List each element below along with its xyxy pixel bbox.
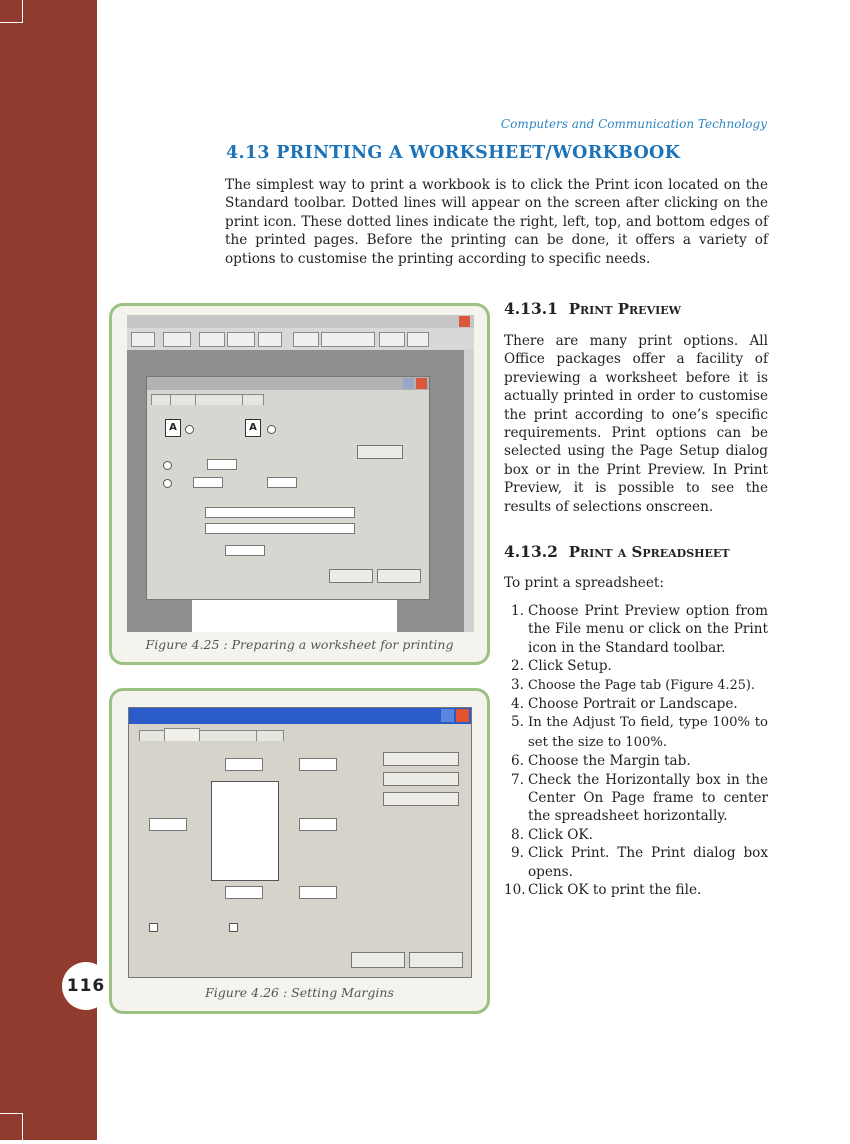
subsection-heading: [504, 299, 681, 318]
radio-icon: [267, 425, 276, 434]
list-item: 10. Click OK to print the file.: [504, 882, 702, 899]
subsection-number: 4.13.2: [504, 542, 558, 561]
margins-dialog-screenshot: [128, 707, 472, 978]
dialog-tab: [151, 394, 171, 405]
crop-mark-bottom: [0, 1113, 23, 1144]
dialog-tab: [242, 394, 264, 405]
footer-margin-field: [299, 886, 337, 899]
window-titlebar: [127, 315, 474, 328]
print-quality-select: [205, 523, 355, 534]
fit-to-field: [267, 477, 297, 488]
list-item: 1. Choose Print Preview option from the File menu or click on the Print icon in the Standard toolbar.: [511, 603, 768, 656]
figure-caption: Figure 4.25 : Preparing a worksheet for printing: [145, 637, 454, 652]
help-icon: [403, 378, 414, 389]
page-setup-dialog: [146, 376, 430, 600]
dialog-titlebar: [147, 377, 429, 390]
portrait-icon: A: [165, 419, 181, 437]
section-title: 4.13 PRINTING A WORKSHEET/WORKBOOK: [226, 143, 681, 163]
adjust-to-field: [207, 459, 237, 470]
header-margin-field: [299, 758, 337, 771]
top-margin-field: [225, 758, 263, 771]
print-button: [383, 752, 459, 766]
toolbar-button: [293, 332, 319, 347]
bottom-margin-field: [225, 886, 263, 899]
subsection-title: Print a Spreadsheet: [568, 543, 730, 561]
subsection-title: Print Preview: [568, 300, 681, 318]
subsection-heading: [504, 542, 730, 561]
print-preview-paragraph: There are many print options. All Office packages offer a facility of previewing a worksheet before it is actually printed in order to customise the print according to one’s specific requirements. Print options can be selected using the Page Setup dialog box or in the Print Preview. In Print Preview, it is possible to see the results of selections onscreen.: [504, 333, 768, 515]
left-margin-field: [149, 818, 187, 831]
running-head: Computers and Communication Technology: [500, 117, 767, 131]
cancel-button: [409, 952, 463, 968]
toolbar-button: [227, 332, 255, 347]
list-item: 5. In the Adjust To field, type 100% to set the size to 100%.: [511, 714, 768, 750]
vertically-checkbox: [229, 923, 238, 932]
intro-paragraph: The simplest way to print a workbook is to click the Print icon located on the Standard toolbar. Dotted lines will appear on the screen after clicking on the print icon. These dotted lines indicate the right, left, top, and bottom edges of the printed pages. Before the printing can be done, it offers a variety of options to customise the printing according to specific needs.: [225, 177, 768, 267]
ok-button: [329, 569, 373, 583]
list-item: 9. Click Print. The Print dialog box opens.: [511, 845, 768, 880]
radio-icon: [185, 425, 194, 434]
toolbar-button: [131, 332, 155, 347]
fit-to-field: [193, 477, 223, 488]
close-icon: [416, 378, 427, 389]
landscape-icon: A: [245, 419, 261, 437]
ok-button: [351, 952, 405, 968]
page-number: 116: [62, 962, 110, 1010]
vertical-scrollbar: [464, 350, 474, 632]
page-setup-screenshot: [127, 315, 474, 632]
preview-toolbar: [127, 328, 474, 350]
toolbar-button: [258, 332, 282, 347]
toolbar-button: [321, 332, 375, 347]
cancel-button: [377, 569, 421, 583]
dialog-tab-active: [164, 728, 200, 741]
dialog-titlebar: [129, 708, 471, 724]
dialog-tab: [195, 394, 243, 405]
margin-preview-page: [211, 781, 279, 881]
toolbar-button: [379, 332, 405, 347]
list-item: 3. Choose the Page tab (Figure 4.25).: [511, 676, 755, 693]
toolbar-button: [199, 332, 225, 347]
list-item: 8. Click OK.: [511, 826, 593, 843]
help-icon: [441, 709, 454, 722]
radio-icon: [163, 479, 172, 488]
list-item: 2. Click Setup.: [511, 658, 612, 675]
right-margin-field: [299, 818, 337, 831]
list-item: 4. Choose Portrait or Landscape.: [511, 696, 738, 713]
figure-caption: Figure 4.26 : Setting Margins: [205, 985, 394, 1000]
close-icon: [456, 709, 469, 722]
close-icon: [459, 316, 470, 327]
steps-list: [504, 602, 768, 900]
figure-4-25: [109, 303, 490, 665]
dialog-tab: [199, 730, 257, 741]
subsection-number: 4.13.1: [504, 299, 558, 318]
options-button: [383, 792, 459, 806]
figure-4-26: [109, 688, 490, 1014]
paper-size-select: [205, 507, 355, 518]
list-item: 6. Choose the Margin tab.: [511, 753, 691, 770]
dialog-tab: [170, 394, 196, 405]
radio-icon: [163, 461, 172, 470]
options-button: [357, 445, 403, 459]
toolbar-button: [407, 332, 429, 347]
toolbar-button: [163, 332, 191, 347]
dialog-tab: [139, 730, 165, 741]
list-item: 7. Check the Horizontally box in the Center On Page frame to center the spreadsheet horizontally.: [511, 771, 768, 825]
print-spreadsheet-intro: To print a spreadsheet:: [504, 575, 664, 591]
first-page-number-field: [225, 545, 265, 556]
crop-mark-top: [0, 0, 23, 23]
horizontally-checkbox: [149, 923, 158, 932]
print-preview-button: [383, 772, 459, 786]
dialog-tab: [256, 730, 284, 741]
